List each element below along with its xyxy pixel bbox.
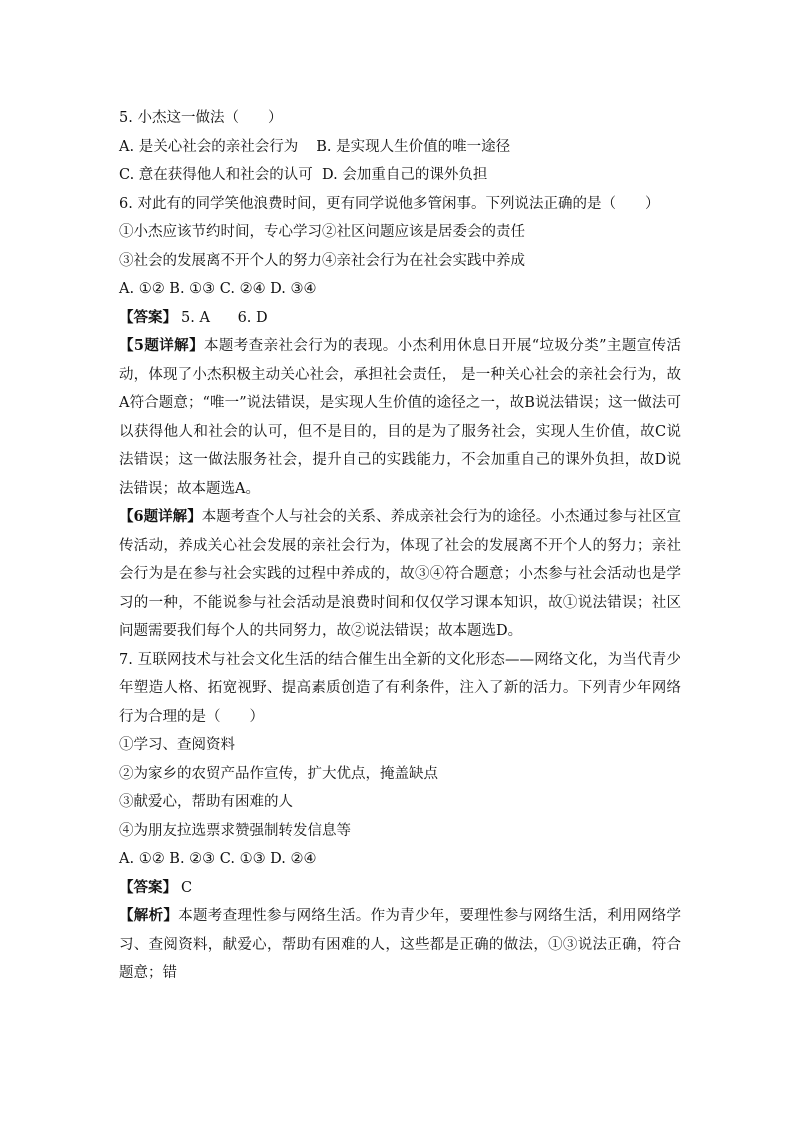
answer-7 [119, 874, 681, 903]
answer-label: 【答案】 [119, 308, 177, 326]
explanation-5-label: 【5题详解】 [119, 337, 204, 354]
analysis-7-text: 本题考查理性参与网络生活。作为青少年，要理性参与网络生活，利用网络学习、查阅资料，献爱心，帮助有困难的人，这些都是正确的做法，①③说法正确，符合题意；错 [119, 908, 682, 981]
explanation-5-text: 本题考查亲社会行为的表现。小杰利用休息日开展“垃圾分类”主题宣传活动，体现了小杰积极主动关心社会，承担社会责任， 是一种关心社会的亲社会行为，故A符合题意；“唯一”说法错误，是实现人生价值的途径之一，故B说法错误；这一做法可以获得他人和社会的认可，但不是目的，目的是为了服务社会，实现人生价值，故C说法错误；这一做法服务社会，提升自己的实践能力，不会加重自己的课外负担，故D说法错误；故本题选A。 [119, 338, 682, 497]
analysis-7-label: 【解析】 [119, 907, 179, 924]
answer-7-value: C [181, 879, 193, 896]
question-6-options: A. ①② B. ①③ C. ②④ D. ③④ [119, 281, 317, 297]
explanation-6 [119, 503, 681, 646]
answer-7-label: 【答案】 [119, 878, 177, 896]
question-5-option-a: A. 是关心社会的亲社会行为 [119, 138, 299, 155]
question-6-statements-2: ③社会的发展离不开个人的努力④亲社会行为在社会实践中养成 [119, 252, 525, 269]
question-7-statement-1: ①学习、查阅资料 [119, 737, 235, 753]
question-7-statement-2: ②为家乡的农贸产品作宣传，扩大优点，掩盖缺点 [119, 765, 438, 782]
document-content [119, 104, 681, 988]
question-5-stem: 5. 小杰这一做法（ ） [119, 110, 283, 126]
explanation-6-label: 【6题详解】 [119, 508, 202, 525]
question-6-stem: 6. 对此有的同学笑他浪费时间，更有同学说他多管闲事。下列说法正确的是（ ） [119, 195, 660, 212]
explanation-5 [119, 332, 681, 503]
question-5-option-b: B. 是实现人生价值的唯一途径 [316, 138, 511, 155]
question-5-options-cd [119, 161, 681, 190]
answer-value: 5. A 6. D [181, 309, 268, 326]
answer-5-6 [119, 304, 681, 333]
question-7-options: A. ①② B. ②③ C. ①③ D. ②④ [119, 851, 317, 867]
question-5-options-ab [119, 133, 681, 162]
analysis-7 [119, 902, 681, 988]
explanation-6-text: 本题考查个人与社会的关系、养成亲社会行为的途径。小杰通过参与社区宣传活动，养成关心社会发展的亲社会行为，体现了社会的发展离不开个人的努力；亲社会行为是在参与社会实践的过程中养成的，故③④符合题意；小杰参与社会活动也是学习的一种，不能说参与社会活动是浪费时间和仅仅学习课本知识，故①说法错误；社区问题需要我们每个人的共同努力，故②说法错误；故本题选D。 [119, 509, 681, 639]
question-5-option-d: D. 会加重自己的课外负担 [322, 167, 488, 183]
question-7-statement-4: ④为朋友拉选票求赞强制转发信息等 [119, 822, 351, 839]
question-5-option-c: C. 意在获得他人和社会的认可 [119, 167, 313, 183]
question-7-stem: 7. 互联网技术与社会文化生活的结合催生出全新的文化形态——网络文化，为当代青少年塑造人格、拓宽视野、提高素质创造了有利条件，注入了新的活力。下列青少年网络行为合理的是（ ） [119, 651, 681, 725]
question-6-statements-1: ①小杰应该节约时间，专心学习②社区问题应该是居委会的责任 [119, 224, 525, 240]
question-7-statement-3: ③献爱心，帮助有困难的人 [119, 794, 293, 810]
